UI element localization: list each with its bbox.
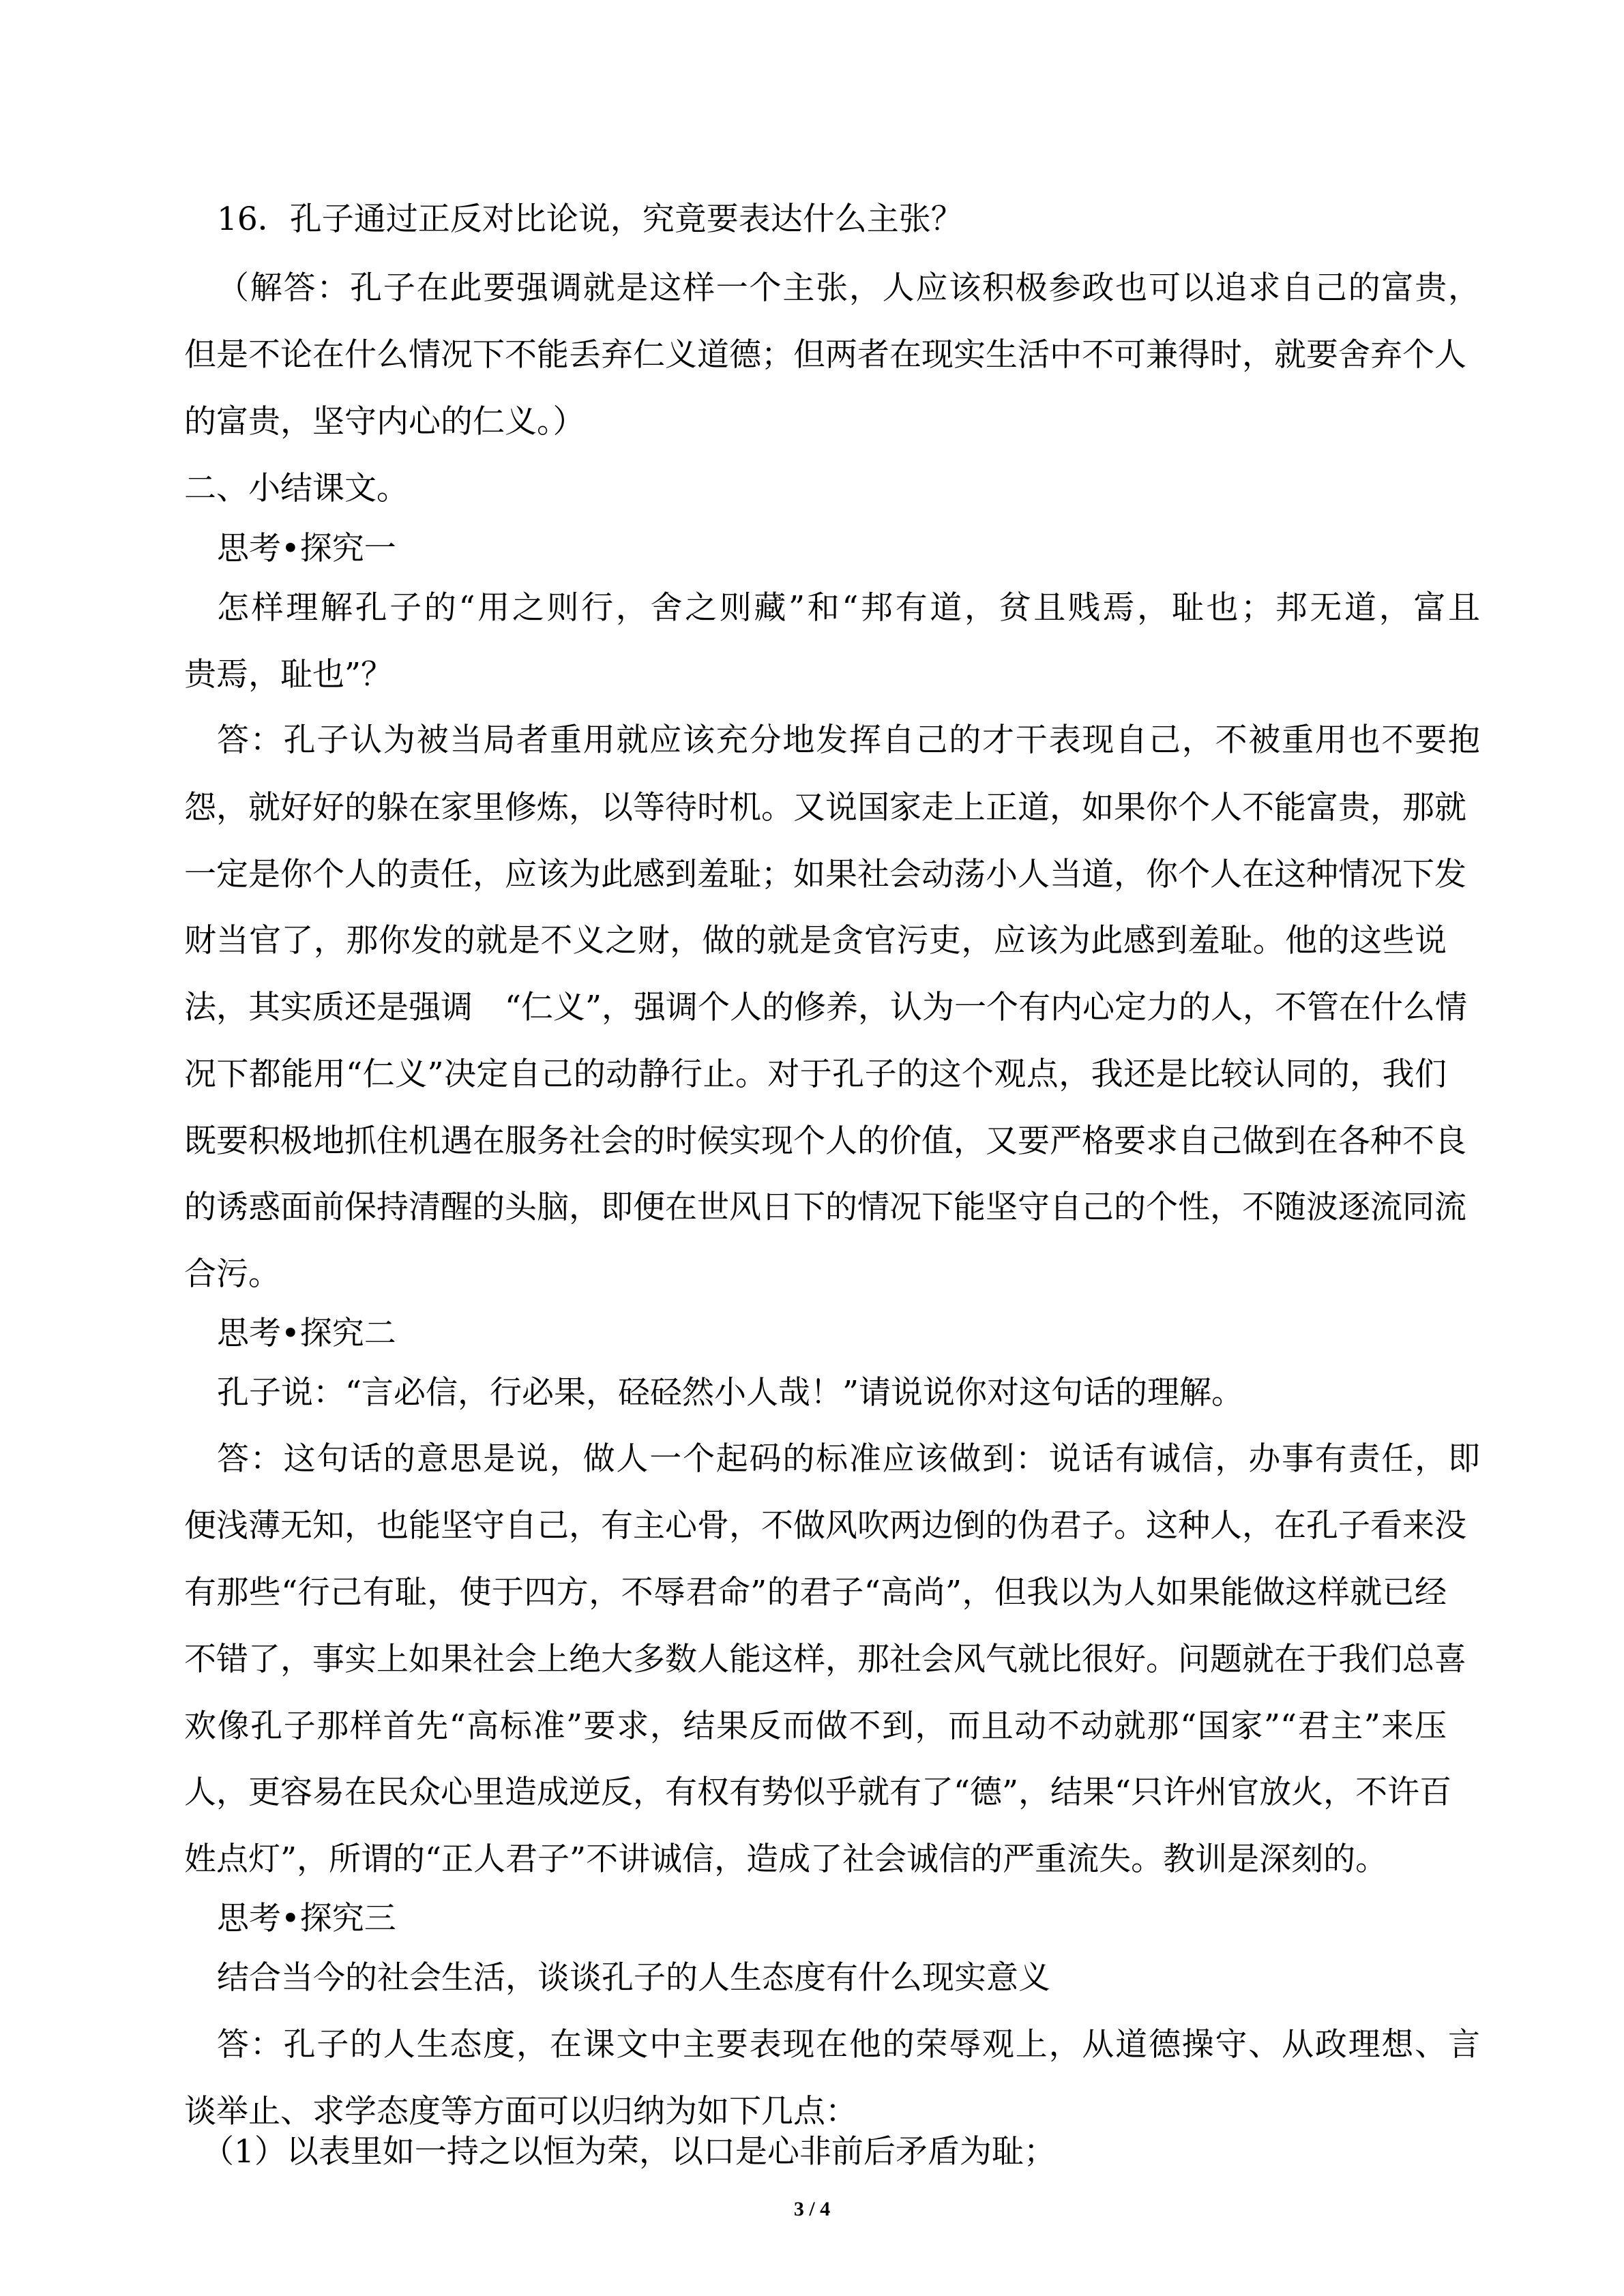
inquiry-1-answer-line-5: 法，其实质还是强调 “仁义”，强调个人的修养，认为一个有内心定力的人，不管在什么情: [184, 989, 1468, 1026]
inquiry-3-answer-line-1: 答：孔子的人生态度，在课文中主要表现在他的荣辱观上，从道德操守、从政理想、言: [217, 2026, 1480, 2063]
inquiry-1-heading: 思考•探究一: [217, 530, 396, 567]
inquiry-1-answer-line-1: 答：孔子认为被当局者重用就应该充分地发挥自己的才干表现自己，不被重用也不要抱: [217, 721, 1480, 759]
inquiry-1-question-line-1: 怎样理解孔子的“用之则行，舍之则藏”和“邦有道，贫且贱焉，耻也；邦无道，富且: [217, 589, 1480, 627]
inquiry-2-answer-line-4: 不错了，事实上如果社会上绝大多数人能这样，那社会风气就比很好。问题就在于我们总喜: [184, 1641, 1466, 1678]
inquiry-1-answer-line-9: 合污。: [184, 1255, 280, 1293]
inquiry-1-answer-line-2: 怨，就好好的躲在家里修炼，以等待时机。又说国家走上正道，如果你个人不能富贵，那就: [184, 789, 1466, 826]
inquiry-2-answer-line-3: 有那些“行己有耻，使于四方，不辱君命”的君子“高尚”，但我以为人如果能做这样就已经: [184, 1574, 1447, 1611]
inquiry-1-answer-line-3: 一定是你个人的责任，应该为此感到羞耻；如果社会动荡小人当道，你个人在这种情况下发: [184, 856, 1466, 893]
inquiry-3-heading: 思考•探究三: [217, 1900, 396, 1937]
inquiry-1-question-line-2: 贵焉，耻也”？: [184, 656, 394, 694]
answer-16-line-2: 但是不论在什么情况下不能丢弃仁义道德；但两者在现实生活中不可兼得时，就要舍弃个人: [184, 336, 1466, 374]
inquiry-2-question: 孔子说：“言必信，行必果，硁硁然小人哉！”请说说你对这句话的理解。: [217, 1374, 1244, 1412]
inquiry-2-answer-line-2: 便浅薄无知，也能坚守自己，有主心骨，不做风吹两边倒的伪君子。这种人，在孔子看来没: [184, 1507, 1466, 1545]
inquiry-2-answer-line-1: 答：这句话的意思是说，做人一个起码的标准应该做到：说话有诚信，办事有责任，即: [217, 1440, 1480, 1478]
inquiry-1-answer-line-8: 的诱惑面前保持清醒的头脑，即便在世风日下的情况下能坚守自己的个性，不随波逐流同流: [184, 1189, 1466, 1226]
page-number: 3 / 4: [793, 2198, 831, 2220]
question-16: 16．孔子通过正反对比论说，究竟要表达什么主张？: [217, 200, 963, 238]
inquiry-1-answer-line-4: 财当官了，那你发的就是不义之财，做的就是贪官污吏，应该为此感到羞耻。他的这些说: [184, 922, 1447, 959]
answer-16-line-1: （解答：孔子在此要强调就是这样一个主张，人应该积极参政也可以追求自己的富贵，: [217, 269, 1480, 307]
section-heading-summary: 二、小结课文。: [184, 470, 409, 507]
inquiry-1-answer-line-6: 况下都能用“仁义”决定自己的动静行止。对于孔子的这个观点，我还是比较认同的，我们: [184, 1056, 1447, 1093]
answer-16-line-3: 的富贵，坚守内心的仁义。）: [184, 403, 585, 441]
inquiry-2-answer-line-6: 人，更容易在民众心里造成逆反，有权有势似乎就有了“德”，结果“只许州官放火，不许百: [184, 1774, 1452, 1811]
inquiry-3-list-item-1: （1）以表里如一持之以恒为荣，以口是心非前后矛盾为耻；: [202, 2133, 1056, 2171]
inquiry-3-answer-line-2: 谈举止、求学态度等方面可以归纳为如下几点：: [184, 2093, 857, 2130]
inquiry-2-heading: 思考•探究二: [217, 1315, 396, 1352]
inquiry-1-answer-line-7: 既要积极地抓住机遇在服务社会的时候实现个人的价值，又要严格要求自己做到在各种不良: [184, 1122, 1466, 1160]
inquiry-2-answer-line-5: 欢像孔子那样首先“高标准”要求，结果反而做不到，而且动不动就那“国家”“君主”来压: [184, 1708, 1447, 1745]
inquiry-3-question: 结合当今的社会生活，谈谈孔子的人生态度有什么现实意义: [217, 1959, 1050, 1997]
inquiry-2-answer-line-7: 姓点灯”，所谓的“正人君子”不讲诚信，造成了社会诚信的严重流失。教训是深刻的。: [184, 1840, 1388, 1878]
